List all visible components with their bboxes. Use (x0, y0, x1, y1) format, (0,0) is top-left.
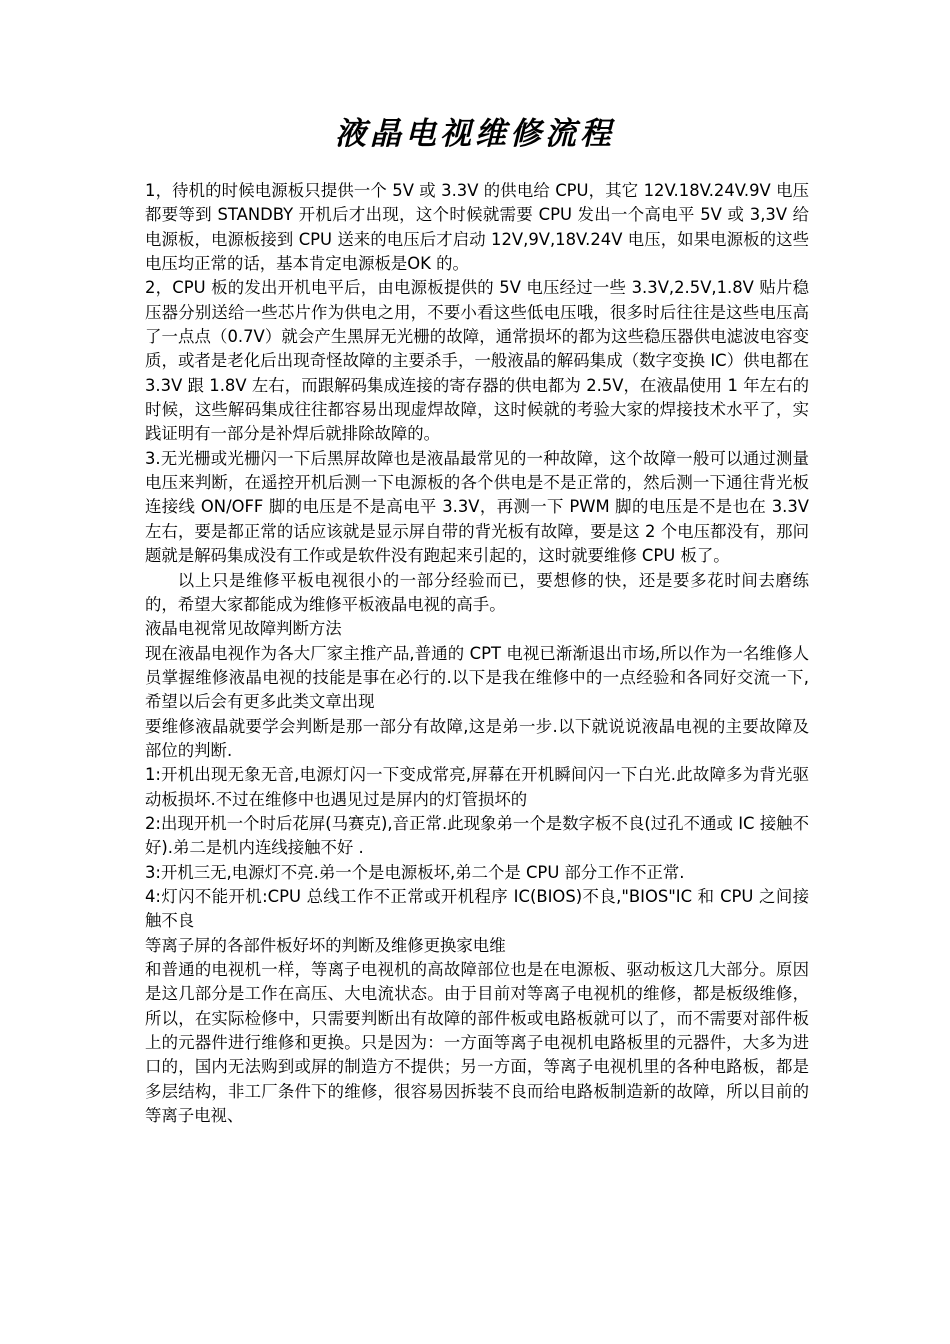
paragraph-summary: 以上只是维修平板电视很小的一部分经验而已，要想修的快，还是要多花时间去磨练的，希望大家都能成为维修平板液晶电视的高手。 (145, 570, 809, 614)
paragraph-no-raster-fault: 3.无光栅或光栅闪一下后黑屏故障也是液晶最常见的一种故障，这个故障一般可以通过测量电压来判断，在遥控开机后测一下电源板的各个供电是不是正常的，然后测一下通往背光板连接线 ON/OFF 脚的电压是不是高电平 3.3V，再测一下 PWM 脚的电压是不是也在 3.3V 左右，要是都正常的话应该就是显示屏自带的背光板有故障，要是这 2 个电压都没有，那问题就是解码集成没有工作或是软件没有跑起来引起的，这时就要维修 CPU 板了。 (145, 448, 809, 566)
paragraph-fault-judgment: 要维修液晶就要学会判断是那一部分有故障,这是弟一步.以下就说说液晶电视的主要故障及部位的判断. (145, 716, 809, 760)
paragraph-lcd-intro: 现在液晶电视作为各大厂家主推产品,普通的 CPT 电视已渐渐退出市场,所以作为一名维修人员掌握维修液晶电视的技能是事在必行的.以下是我在维修中的一点经验和各同好交流一下,希望以后会有更多此类文章出现 (145, 643, 809, 712)
list-item-fault-3: 3:开机三无,电源灯不亮.弟一个是电源板坏,弟二个是 CPU 部分工作不正常. (145, 862, 685, 882)
list-item-fault-1: 1:开机出现无象无音,电源灯闪一下变成常亮,屏幕在开机瞬间闪一下白光.此故障多为背光驱动板损坏.不过在维修中也遇见过是屏内的灯管损坏的 (145, 765, 809, 809)
list-item-fault-2: 2:出现开机一个时后花屏(马赛克),音正常.此现象弟一个是数字板不良(过孔不通或 IC 接触不好).弟二是机内连线接触不好 . (145, 813, 809, 858)
section-heading-plasma: 等离子屏的各部件板好坏的判断及维修更换家电维 (145, 935, 506, 955)
document-title: 液晶电视维修流程 (335, 116, 615, 152)
list-item-fault-4: 4:灯闪不能开机:CPU 总线工作不正常或开机程序 IC(BIOS)不良,"BIOS"IC 和 CPU 之间接触不良 (145, 886, 809, 931)
document-body (145, 179, 809, 1128)
paragraph-plasma-repair: 和普通的电视机一样，等离子电视机的高故障部位也是在电源板、驱动板这几大部分。原因是这几部分是工作在高压、大电流状态。由于目前对等离子电视机的维修，都是板级维修，所以，在实际检修中，只需要判断出有故障的部件板或电路板就可以了，而不需要对部件板上的元器件进行维修和更换。只是因为：一方面等离子电视机电路板里的元器件，大多为进口的，国内无法购到或屏的制造方不提供；另一方面，等离子电视机里的各种电路板，都是多层结构，非工厂条件下的维修，很容易因拆装不良而给电路板制造新的故障，所以目前的等离子电视、 (145, 960, 809, 1126)
section-heading-lcd-faults: 液晶电视常见故障判断方法 (145, 619, 342, 639)
paragraph-cpu-board-voltage: 2，CPU 板的发出开机电平后，由电源板提供的 5V 电压经过一些 3.3V,2.5V,1.8V 贴片稳压器分别送给一些芯片作为供电之用，不要小看这些低电压哦，很多时后往往是这些电压高了一点点（0.7V）就会产生黑屏无光栅的故障，通常损坏的都为这些稳压器供电滤波电容变质，或者是老化后出现奇怪故障的主要杀手，一般液晶的解码集成（数字变换 IC）供电都在 3.3V 跟 1.8V 左右，而跟解码集成连接的寄存器的供电都为 2.5V，在液晶使用 1 年左右的时候，这些解码集成往往都容易出现虚焊故障，这时候就的考验大家的焊接技术水平了，实践证明有一部分是补焊后就排除故障的。 (145, 278, 809, 444)
paragraph-standby-power: 1，待机的时候电源板只提供一个 5V 或 3.3V 的供电给 CPU，其它 12V.18V.24V.9V 电压都要等到 STANDBY 开机后才出现，这个时候就需要 CPU 发出一个高电平 5V 或 3,3V 给电源板，电源板接到 CPU 送来的电压后才启动 12V,9V,18V.24V 电压，如果电源板的这些电压均正常的话，基本肯定电源板是OK 的。 (145, 181, 809, 274)
